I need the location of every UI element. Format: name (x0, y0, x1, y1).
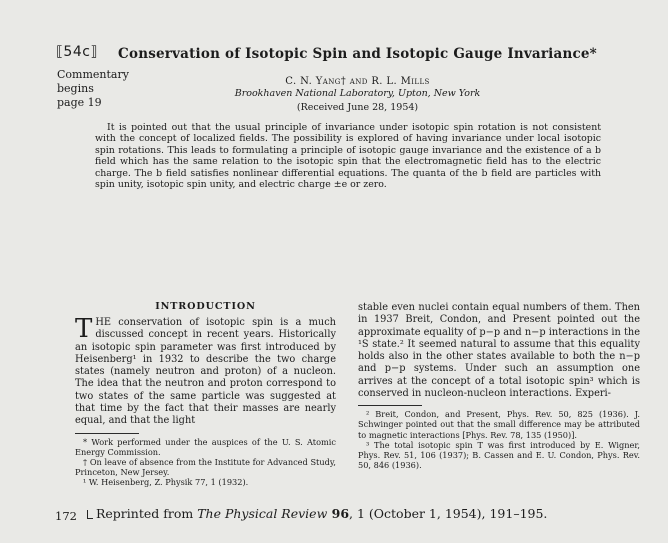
margin-note-line: begins (57, 82, 94, 95)
paper-abstract: It is pointed out that the usual principle of invariance under isotopic spin rotation is not consistent with the concept of localized fields. The possibility is explored of having invariance under local isotopic spin rotations. This leads to formulating a principle of isotopic gauge invariance and the existence of a b field which has the same relation to the isotopic spin that the electromagnetic field has to the electric charge. The b field satisfies nonlinear differential equations. The quanta of the b field are particles with spin unity, isotopic spin unity, and electric charge ±e or zero. (95, 122, 601, 191)
reprint-suffix: , 1 (October 1, 1954), 191–195. (349, 506, 548, 521)
paper-authors: C. N. Yang† and R. L. Mills (285, 76, 430, 87)
journal-name: The Physical Review (197, 506, 328, 521)
footnote-on-leave: † On leave of absence from the Institute for Advanced Study, Princeton, New Jersey. (75, 456, 336, 477)
reprint-prefix: Reprinted from (96, 506, 198, 521)
introduction-paragraph-right: stable even nuclei contain equal numbers of them. Then in 1937 Breit, Condon, and Present pointed out the approximate equality of p−p and n−p interactions in the ¹S state.² It seemed natural to assume that this equality holds also in the other states available to both the n−p and p−p systems. Under such an assumption one arrives at the concept of a total isotopic spin³ which is conserved in nucleon-nucleon interactions. Experi- (358, 302, 640, 400)
paper-header (70, 46, 645, 113)
footnote-breit-condon-present-ref: ² Breit, Condon, and Present, Phys. Rev. 50, 825 (1936). J. Schwinger pointed out that the small difference may be attributed to magnetic interactions [Phys. Rev. 78, 135 (1950)]. (358, 409, 640, 440)
footnote-work-auspices: * Work performed under the auspices of the U. S. Atomic Energy Commission. (75, 436, 336, 457)
received-date: (Received June 28, 1954) (296, 102, 419, 113)
dropcap-letter: T (75, 314, 93, 344)
journal-volume: 96 (327, 506, 350, 521)
introduction-paragraph-left-text: HE conservation of isotopic spin is a much discussed concept in recent years. Historically an isotopic spin parameter was first introduced by Heisenberg¹ in 1932 to describe the two charge states (namely neutron and proton) of a nucleon. The idea that the neutron and proton correspond to two states of the same particle was suggested at that time by the fact that their masses are nearly equal, and that the light (75, 317, 336, 427)
half-bracket-corner-icon (87, 510, 93, 519)
paper-affiliation: Brookhaven National Laboratory, Upton, New York (234, 88, 481, 99)
introduction-heading: INTRODUCTION (155, 301, 256, 312)
margin-note-line: page 19 (57, 96, 102, 109)
reprint-citation-line (87, 506, 547, 521)
footnote-total-isotopic-spin-ref: ³ The total isotopic spin T was first introduced by E. Wigner, Phys. Rev. 51, 106 (1937); B. Cassen and E. U. Condon, Phys. Rev. 50, 846 (1936). (358, 439, 640, 470)
right-column (358, 302, 640, 470)
left-column (75, 301, 336, 487)
page-number: 172 (55, 509, 77, 523)
introduction-paragraph-left (75, 314, 336, 428)
footnote-heisenberg-ref: ¹ W. Heisenberg, Z. Physik 77, 1 (1932). (83, 477, 249, 488)
footnote-separator-rule (75, 433, 139, 434)
footnote-separator-rule (358, 405, 422, 406)
paper-catalog-label: ⟦54c⟧ (56, 44, 98, 60)
paper-title: Conservation of Isotopic Spin and Isotopic Gauge Invariance* (118, 46, 597, 62)
margin-note-line: Commentary (57, 68, 129, 81)
